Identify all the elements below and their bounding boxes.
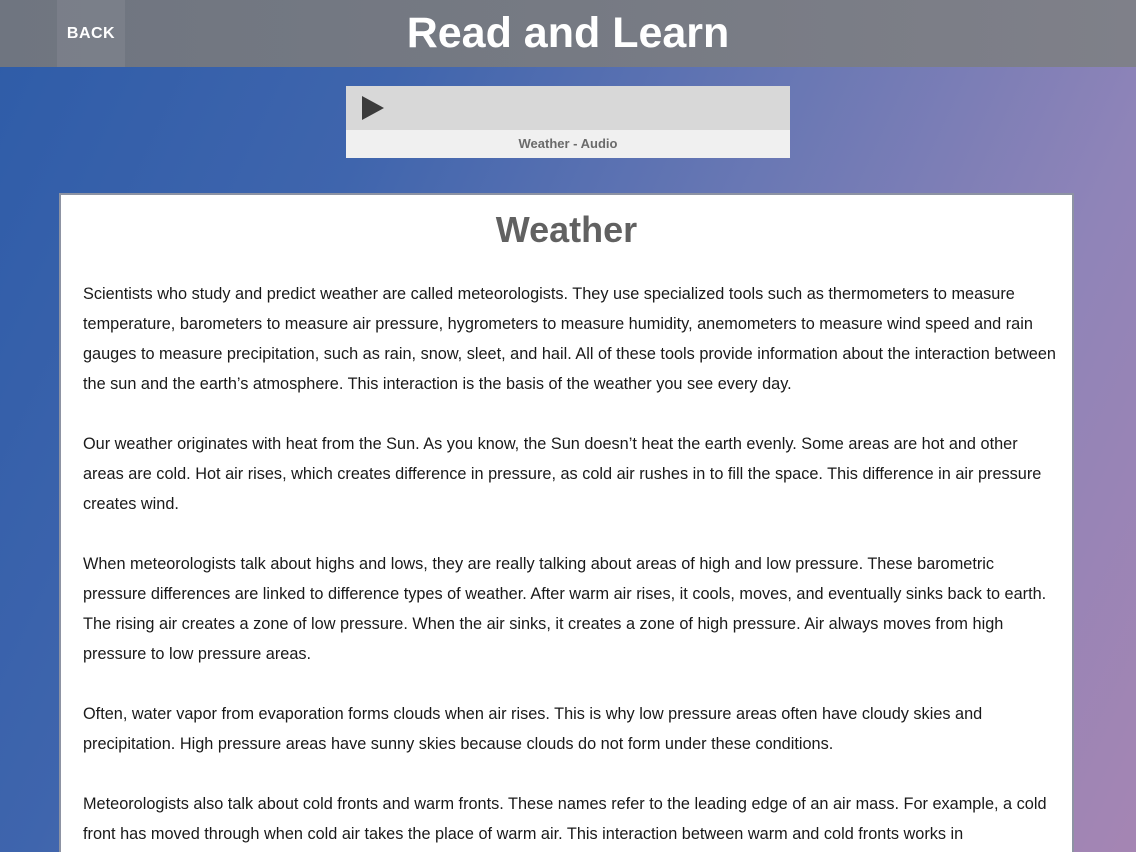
article-card	[59, 193, 1074, 852]
article-paragraph: When meteorologists talk about highs and lows, they are really talking about areas of high and low pressure. These barometric pressure differences are linked to difference types of weather. After warm air rises, it cools, moves, and eventually sinks back to earth. The rising air creates a zone of low pressure. When the air sinks, it creates a zone of high pressure. Air always moves from high pressure to low pressure areas.	[83, 555, 1047, 663]
article-paragraph: Scientists who study and predict weather are called meteorologists. They use specialized tools such as thermometers to measure temperature, barometers to measure air pressure, hygrometers to measure humidity, anemometers to measure wind speed and rain gauges to measure precipitation, such as rain, snow, sleet, and hail. All of these tools provide information about the interaction between the sun and the earth’s atmosphere. This interaction is the basis of the weather you see every day.	[83, 285, 1056, 393]
audio-title: Weather - Audio	[518, 136, 618, 151]
header-bar	[0, 0, 1136, 67]
audio-player	[346, 86, 790, 158]
play-icon	[356, 92, 388, 124]
article-paragraph: Meteorologists also talk about cold fronts and warm fronts. These names refer to the leading edge of an air mass. For example, a cold front has moved through when cold air takes the place of warm air. This interaction between warm and cold fronts works in	[83, 795, 1047, 843]
audio-controls	[346, 86, 790, 130]
page-title: Read and Learn	[406, 9, 730, 57]
article-body	[83, 279, 1058, 852]
article-title: Weather	[495, 209, 638, 250]
audio-label-bar	[346, 130, 790, 158]
article-paragraph: Often, water vapor from evaporation forms clouds when air rises. This is why low pressure areas often have cloudy skies and precipitation. High pressure areas have sunny skies because clouds do not form under these conditions.	[83, 705, 983, 753]
play-button[interactable]	[356, 92, 388, 124]
article-paragraph: Our weather originates with heat from the Sun. As you know, the Sun doesn’t heat the earth evenly. Some areas are hot and other areas are cold. Hot air rises, which creates difference in pressure, as cold air rushes in to fill the space. This difference in air pressure creates wind.	[83, 435, 1042, 513]
back-button[interactable]: BACK	[57, 0, 125, 67]
